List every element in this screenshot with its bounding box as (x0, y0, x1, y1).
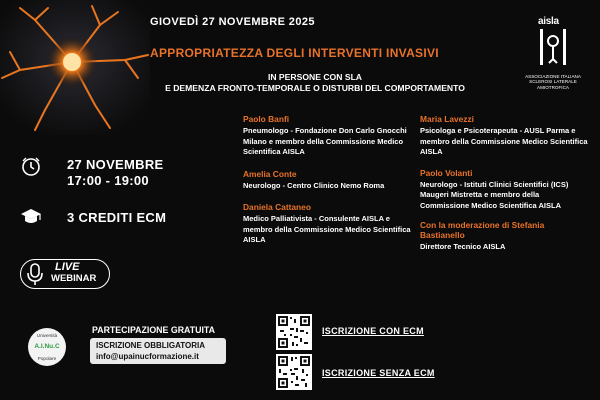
event-title: APPROPRIATEZZA DEGLI INTERVENTI INVASIVI (150, 46, 439, 60)
speakers-right-column (420, 114, 590, 253)
qr-code-ecm-icon[interactable] (276, 314, 312, 350)
subtitle-line-1: IN PERSONE CON SLA (267, 72, 363, 82)
registration-required: ISCRIZIONE OBBLIGATORIA (96, 341, 206, 350)
moderator-name: Con la moderazione di Stefania Bastianello (420, 220, 545, 240)
info-date: 27 NOVEMBRE (67, 157, 164, 172)
badge-mid-text: A.I.Nu.C (34, 343, 60, 350)
speaker-card (420, 114, 590, 158)
speaker-role: Neurologo - Istituti Clinici Scientifici (ICS) Maugeri Mistretta e membro della Commissione Medico Scientifica AISLA (420, 179, 569, 210)
upa-inuc-logo (28, 328, 66, 366)
participation-label: PARTECIPAZIONE GRATUITA (92, 325, 215, 335)
microphone-icon (25, 262, 45, 286)
info-credits: 3 CREDITI ECM (67, 210, 167, 225)
event-subtitle (140, 72, 490, 94)
speaker-role: Psicologa e Psicoterapeuta - AUSL Parma e membro della Commissione Medico Scientifica AISLA (420, 126, 588, 156)
aisla-logo (520, 16, 586, 90)
aisla-emblem-icon (538, 27, 568, 67)
speaker-name: Paolo Banfi (243, 114, 290, 124)
subtitle-line-2: E DEMENZA FRONTO-TEMPORALE O DISTURBI DEL COMPORTAMENTO (165, 83, 465, 93)
graduation-cap-icon (20, 206, 42, 228)
speaker-card (420, 168, 590, 212)
live-label: LIVE (55, 261, 80, 273)
speaker-name: Maria Lavezzi (420, 114, 474, 124)
webinar-label: WEBINAR (51, 273, 97, 284)
info-time: 17:00 - 19:00 (67, 173, 149, 188)
speaker-name: Daniela Cattaneo (243, 202, 311, 212)
qr-code-no-ecm-icon[interactable] (276, 354, 312, 390)
aisla-caption-2: SCLEROSI LATERALE AMIOTROFICA (529, 79, 577, 90)
moderator-role: Direttore Tecnico AISLA (420, 242, 506, 251)
speaker-name: Amelia Conte (243, 168, 297, 179)
live-webinar-badge (20, 259, 110, 289)
speaker-card (243, 202, 413, 246)
badge-bottom-text: Popolare (37, 356, 57, 361)
speaker-role: Pneumologo - Fondazione Don Carlo Gnocchi Milano e membro della Commissione Medico Scientifica AISLA (243, 126, 407, 156)
event-date-heading: GIOVEDÌ 27 NOVEMBRE 2025 (150, 16, 315, 28)
aisla-caption (520, 74, 586, 90)
speaker-role: Medico Palliativista - Consulente AISLA e membro della Commissione Medico Scientifica AISLA (243, 214, 411, 244)
speaker-name: Paolo Volanti (420, 167, 473, 178)
link-registration-ecm[interactable]: ISCRIZIONE CON ECM (322, 326, 424, 336)
speaker-card (243, 114, 413, 158)
aisla-caption-1: ASSOCIAZIONE ITALIANA (525, 74, 581, 79)
moderator-card (420, 220, 590, 253)
speaker-card (243, 169, 413, 192)
link-registration-no-ecm[interactable]: ISCRIZIONE SENZA ECM (322, 368, 435, 378)
contact-email[interactable]: info@upainucformazione.it (96, 352, 199, 361)
clock-icon (20, 156, 42, 178)
neuron-image (0, 0, 150, 135)
speaker-role: Neurologo - Centro Clinico Nemo Roma (243, 180, 385, 190)
aisla-logo-name: aisla (538, 16, 559, 27)
badge-top-text: Università (36, 333, 58, 338)
speakers-left-column (243, 114, 413, 246)
